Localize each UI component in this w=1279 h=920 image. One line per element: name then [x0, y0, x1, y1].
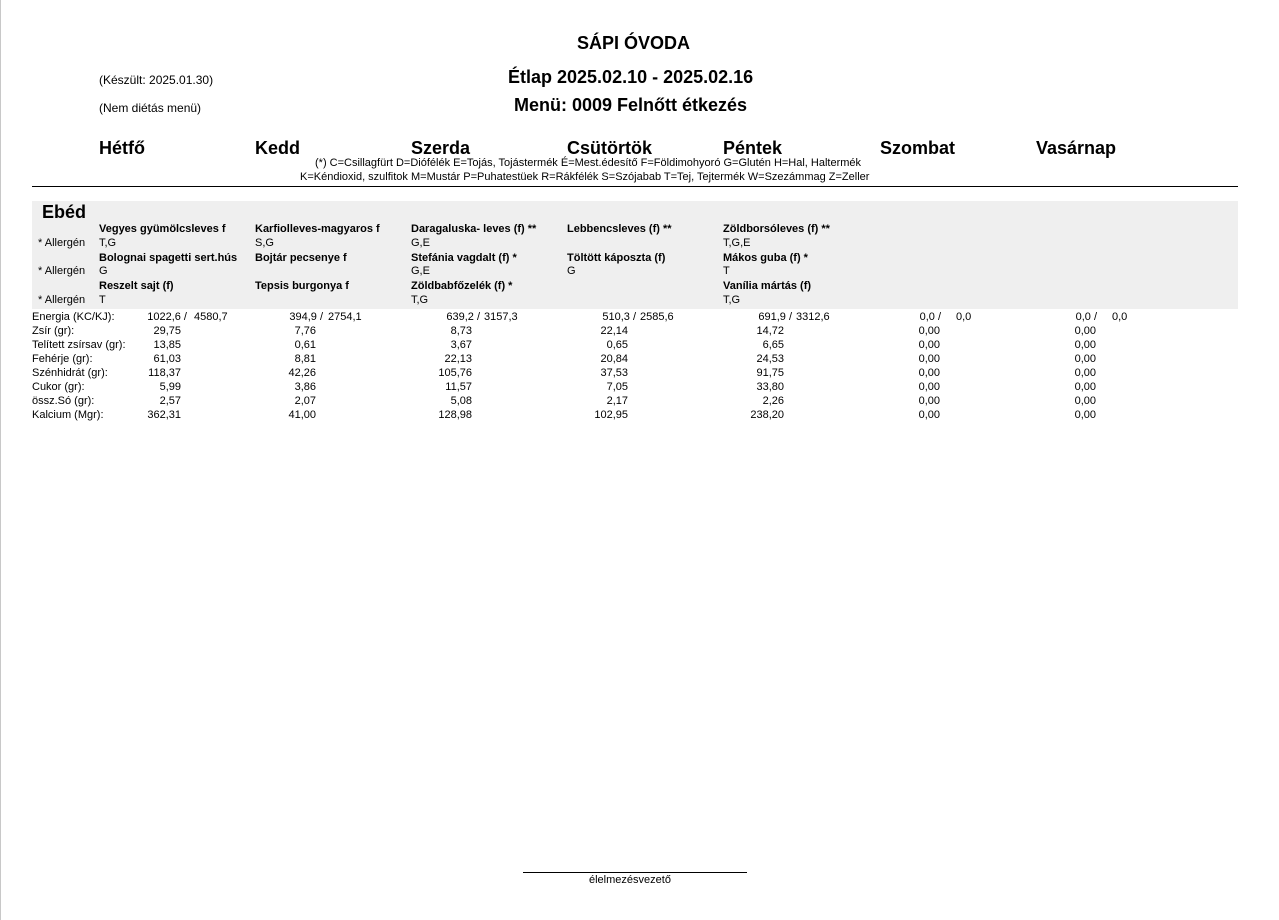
allergen-c3-fri: T,G: [723, 294, 741, 306]
day-header-wednesday: Szerda: [411, 138, 471, 158]
dish-c1-fri: Zöldborsóleves (f) **: [723, 223, 830, 235]
menu-name: Menü: 0009 Felnőtt étkezés: [514, 95, 748, 115]
allergen-legend-line-1: (*) C=Csillagfürt D=Diófélék E=Tojás, Tojástermék É=Mest.édesítő F=Földimohyoró G=Glutén H=Hal, Haltermék: [315, 157, 862, 169]
nutrition-value: 6,65: [762, 339, 784, 351]
energy-kc-fri: 691,9 /: [758, 311, 792, 323]
nutrition-value: 5,08: [450, 395, 472, 407]
energy-kc-sat: 0,0 /: [919, 311, 941, 323]
energy-kj-mon: 4580,7: [194, 311, 228, 323]
nutrition-value: 0,00: [918, 381, 940, 393]
nutrition-value: 61,03: [153, 353, 181, 365]
nutrition-value: 8,73: [450, 325, 472, 337]
nutrition-value: 7,76: [294, 325, 316, 337]
nutrition-value: 0,00: [918, 325, 940, 337]
allergen-c2-wed: G,E: [411, 265, 430, 277]
allergen-c1-wed: G,E: [411, 237, 430, 249]
nutrition-value: 37,53: [600, 367, 628, 379]
nutrition-value: 0,00: [1074, 325, 1096, 337]
nutrition-value: 2,17: [606, 395, 628, 407]
day-header-thursday: Csütörtök: [567, 138, 652, 158]
energy-kj-sat: 0,0: [956, 311, 972, 323]
nutrition-value: 105,76: [438, 367, 472, 379]
allergen-label: * Allergén: [38, 294, 86, 306]
nutrition-value: 11,57: [445, 381, 472, 393]
energy-kj-tue: 2754,1: [328, 311, 362, 323]
energy-kj-sun: 0,0: [1112, 311, 1128, 323]
dish-c2-mon: Bolognai spagetti sert.hús: [99, 252, 238, 264]
nutrition-value: 0,00: [1074, 409, 1096, 421]
allergen-c2-mon: G: [99, 265, 108, 277]
signature-line: [523, 872, 747, 873]
nutrition-value: 238,20: [750, 409, 784, 421]
dish-c2-fri: Mákos guba (f) *: [723, 252, 808, 264]
meal-section-title: Ebéd: [42, 202, 87, 222]
nutrition-value: 0,00: [1074, 367, 1096, 379]
allergen-c2-thu: G: [567, 265, 576, 277]
dish-c2-wed: Stefánia vagdalt (f) *: [411, 252, 517, 264]
day-header-friday: Péntek: [723, 138, 783, 158]
nutrition-value: 33,80: [756, 381, 784, 393]
energy-kc-sun: 0,0 /: [1075, 311, 1097, 323]
nutrition-label: Telített zsírsav (gr):: [32, 339, 126, 351]
nutrition-value: 0,00: [1074, 381, 1096, 393]
nutrition-value: 20,84: [600, 353, 628, 365]
nutrition-label: Fehérje (gr):: [32, 353, 93, 365]
nutrition-value: 0,00: [918, 353, 940, 365]
dish-c3-wed: Zöldbabfőzelék (f) *: [411, 280, 513, 292]
nutrition-value: 13,85: [153, 339, 181, 351]
day-header-monday: Hétfő: [99, 138, 145, 158]
page-left-border: [0, 0, 1, 920]
nutrition-value: 41,00: [288, 409, 316, 421]
nutrition-value: 22,13: [444, 353, 472, 365]
nutrition-label: Zsír (gr):: [32, 325, 75, 337]
allergen-label: * Allergén: [38, 265, 86, 277]
nutrition-value: 2,07: [294, 395, 316, 407]
nutrition-value: 118,37: [148, 367, 181, 379]
day-header-sunday: Vasárnap: [1036, 138, 1117, 158]
nutrition-value: 0,00: [1074, 395, 1096, 407]
nutrition-value: 14,72: [756, 325, 784, 337]
allergen-c1-mon: T,G: [99, 237, 117, 249]
allergen-c1-fri: T,G,E: [723, 237, 751, 249]
nutrition-value: 362,31: [147, 409, 181, 421]
dish-c3-fri: Vanília mártás (f): [723, 280, 812, 292]
nutrition-value: 7,05: [606, 381, 628, 393]
energy-kc-thu: 510,3 /: [602, 311, 636, 323]
signature-label: élelmezésvezető: [589, 874, 671, 886]
dish-c2-tue: Bojtár pecsenye f: [255, 252, 347, 264]
nutrition-label-energy: Energia (KC/KJ):: [32, 311, 115, 323]
nutrition-label: Cukor (gr):: [32, 381, 85, 393]
nutrition-value: 0,61: [294, 339, 316, 351]
energy-kc-tue: 394,9 /: [289, 311, 323, 323]
nutrition-value: 42,26: [288, 367, 316, 379]
energy-kj-wed: 3157,3: [484, 311, 518, 323]
allergen-label: * Allergén: [38, 237, 86, 249]
nutrition-value: 0,00: [918, 367, 940, 379]
school-title: SÁPI ÓVODA: [577, 33, 691, 53]
nutrition-value: 5,99: [159, 381, 181, 393]
dish-c1-tue: Karfiolleves-magyaros f: [255, 223, 380, 235]
nutrition-value: 22,14: [600, 325, 628, 337]
nutrition-value: 128,98: [438, 409, 472, 421]
nutrition-value: 91,75: [756, 367, 784, 379]
energy-kc-mon: 1022,6 /: [147, 311, 187, 323]
menu-period: Étlap 2025.02.10 - 2025.02.16: [508, 67, 754, 87]
allergen-legend-line-2: K=Kéndioxid, szulfitok M=Mustár P=Puhatestüek R=Rákfélék S=Szójabab T=Tej, Tejtermék W=Szezámmag Z=Zeller: [300, 171, 870, 183]
nutrition-value: 2,26: [762, 395, 784, 407]
nutrition-value: 8,81: [294, 353, 316, 365]
nutrition-value: 0,00: [1074, 339, 1096, 351]
nutrition-value: 0,00: [918, 339, 940, 351]
dish-c1-thu: Lebbencsleves (f) **: [567, 223, 672, 235]
nutrition-value: 24,53: [756, 353, 784, 365]
menu-type: (Nem diétás menü): [99, 101, 202, 115]
nutrition-value: 0,00: [1074, 353, 1096, 365]
nutrition-value: 3,67: [450, 339, 472, 351]
allergen-c2-fri: T: [723, 265, 730, 277]
dish-c1-mon: Vegyes gyümölcsleves f: [99, 223, 226, 235]
nutrition-value: 0,65: [606, 339, 628, 351]
dish-c3-mon: Reszelt sajt (f): [99, 280, 174, 292]
allergen-c3-mon: T: [99, 294, 106, 306]
header-divider: [32, 186, 1238, 187]
nutrition-value: 2,57: [159, 395, 181, 407]
energy-kj-thu: 2585,6: [640, 311, 674, 323]
energy-kc-wed: 639,2 /: [446, 311, 480, 323]
nutrition-value: 102,95: [594, 409, 628, 421]
day-header-saturday: Szombat: [880, 138, 956, 158]
dish-c2-thu: Töltött káposzta (f): [567, 252, 666, 264]
nutrition-label: össz.Só (gr):: [32, 395, 95, 407]
nutrition-value: 0,00: [918, 395, 940, 407]
nutrition-value: 29,75: [153, 325, 181, 337]
nutrition-label: Szénhidrát (gr):: [32, 367, 108, 379]
nutrition-label: Kalcium (Mgr):: [32, 409, 104, 421]
day-header-tuesday: Kedd: [255, 138, 300, 158]
dish-c1-wed: Daragaluska- leves (f) **: [411, 223, 537, 235]
energy-kj-fri: 3312,6: [796, 311, 830, 323]
allergen-c3-wed: T,G: [411, 294, 429, 306]
dish-c3-tue: Tepsis burgonya f: [255, 280, 349, 292]
created-date: (Készült: 2025.01.30): [99, 73, 214, 87]
allergen-c1-tue: S,G: [255, 237, 274, 249]
nutrition-value: 0,00: [918, 409, 940, 421]
nutrition-value: 3,86: [294, 381, 316, 393]
